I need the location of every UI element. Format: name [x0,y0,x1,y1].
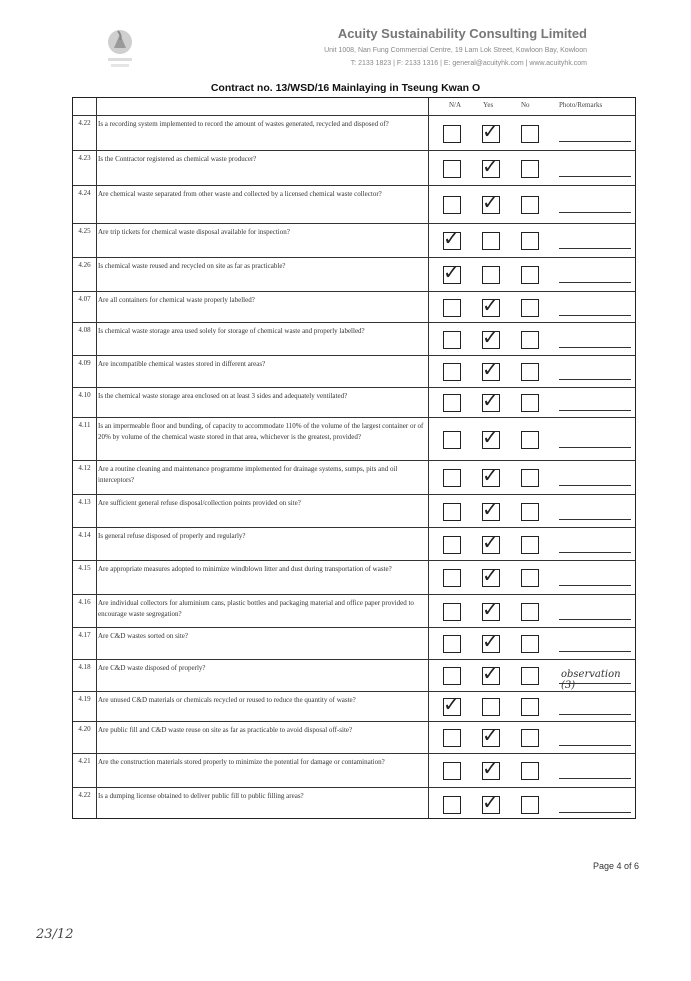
item-number: 4.21 [78,757,91,765]
item-question: Are C&D waste disposed of properly? [98,664,206,672]
checkbox-na[interactable] [443,299,461,317]
item-question: Are chemical waste separated from other waste and collected by a licensed chemical waste collector? [98,190,382,198]
checkbox-yes[interactable] [482,661,500,685]
remarks-line [559,141,631,142]
checkbox-na[interactable] [443,692,461,716]
item-question: Is a dumping license obtained to deliver public fill to public filling areas? [98,792,304,800]
checkbox-yes[interactable] [482,190,500,214]
contract-title: Contract no. 13/WSD/16 Mainlaying in Tseung Kwan O [210,82,481,94]
checkbox-no[interactable] [521,603,539,621]
check-mark-icon: ✓ [482,497,499,521]
check-mark-icon: ✓ [482,463,499,487]
check-mark-icon: ✓ [482,563,499,587]
check-mark-icon: ✓ [443,260,460,284]
checkbox-no[interactable] [521,232,539,250]
checkbox-yes[interactable] [482,425,500,449]
table-row [73,594,635,627]
item-number: 4.19 [78,695,91,703]
remarks-line [559,714,631,715]
check-mark-icon: ✓ [482,119,499,143]
checkbox-no[interactable] [521,667,539,685]
check-mark-icon: ✓ [482,154,499,178]
checkbox-na[interactable] [443,729,461,747]
table-row [73,627,635,659]
check-mark-icon: ✓ [482,357,499,381]
checkbox-yes[interactable] [482,463,500,487]
remarks-line [559,585,631,586]
item-number: 4.17 [78,631,91,639]
table-row [73,417,635,460]
item-question: Are incompatible chemical wastes stored in different areas? [98,360,266,368]
checkbox-yes[interactable] [482,325,500,349]
column-header-remarks: Photo/Remarks [559,101,603,109]
item-number: 4.10 [78,391,91,399]
table-row [73,494,635,527]
checkbox-yes[interactable] [482,698,500,716]
remarks-line [559,347,631,348]
check-mark-icon: ✓ [482,190,499,214]
item-question: Is the Contractor registered as chemical waste producer? [98,155,257,163]
item-number: 4.24 [78,189,91,197]
checkbox-yes[interactable] [482,563,500,587]
checkbox-na[interactable] [443,569,461,587]
checkbox-na[interactable] [443,363,461,381]
item-question: Are unused C&D materials or chemicals recycled or reused to reduce the quantity of waste? [98,696,356,704]
item-number: 4.11 [78,421,91,429]
checkbox-yes[interactable] [482,497,500,521]
table-row [73,527,635,560]
item-number: 4.22 [78,119,91,127]
check-mark-icon: ✓ [482,790,499,814]
company-address: Unit 1008, Nan Fung Commercial Centre, 19 Lam Lok Street, Kowloon Bay, Kowloon [324,47,587,54]
item-number: 4.13 [78,498,91,506]
item-number: 4.23 [78,154,91,162]
checkbox-no[interactable] [521,196,539,214]
checkbox-no[interactable] [521,331,539,349]
item-number: 4.15 [78,564,91,572]
remarks-line [559,176,631,177]
remarks-line [559,745,631,746]
check-mark-icon: ✓ [482,325,499,349]
table-row [73,223,635,257]
check-mark-icon: ✓ [482,530,499,554]
checkbox-no[interactable] [521,503,539,521]
remarks-line [559,315,631,316]
checkbox-no[interactable] [521,796,539,814]
item-question: Are all containers for chemical waste properly labelled? [98,296,255,304]
item-question: Are the construction materials stored properly to minimize the potential for damage or contamination? [98,758,385,766]
item-number: 4.20 [78,725,91,733]
checkbox-yes[interactable] [482,388,500,412]
checkbox-na[interactable] [443,762,461,780]
item-number: 4.16 [78,598,91,606]
item-number: 4.12 [78,464,91,472]
checkbox-yes[interactable] [482,119,500,143]
check-mark-icon: ✓ [482,756,499,780]
item-question: Is chemical waste reused and recycled on site as far as practicable? [98,262,286,270]
item-question: Are C&D wastes sorted on site? [98,632,189,640]
checkbox-na[interactable] [443,394,461,412]
checkbox-no[interactable] [521,698,539,716]
table-row [73,560,635,594]
remarks-line [559,379,631,380]
check-mark-icon: ✓ [443,692,460,716]
check-mark-icon: ✓ [482,597,499,621]
item-number: 4.26 [78,261,91,269]
checklist-table [72,97,636,819]
remarks-line [559,812,631,813]
column-header-no: No [521,101,530,109]
table-row [73,387,635,417]
item-number: 4.08 [78,326,91,334]
company-logo [100,26,140,72]
checkbox-no[interactable] [521,762,539,780]
checkbox-na[interactable] [443,196,461,214]
item-question: Are individual collectors for aluminium cans, plastic bottles and packaging material and office paper provided to encourage waste segregation? [98,599,414,618]
checkbox-no[interactable] [521,299,539,317]
checkbox-no[interactable] [521,394,539,412]
checkbox-na[interactable] [443,226,461,250]
company-contact: T: 2133 1823 | F: 2133 1316 | E: general@acuityhk.com | www.acuityhk.com [350,60,587,67]
checkbox-yes[interactable] [482,154,500,178]
column-header-yes: Yes [483,101,494,109]
table-row [73,460,635,494]
checkbox-yes[interactable] [482,232,500,250]
checkbox-no[interactable] [521,363,539,381]
item-question: Is chemical waste storage area used solely for storage of chemical waste and properly labelled? [98,327,365,335]
checkbox-na[interactable] [443,469,461,487]
table-row [73,185,635,223]
checkbox-no[interactable] [521,431,539,449]
item-number: 4.22 [78,791,91,799]
remarks-line [559,552,631,553]
table-row [73,787,635,820]
checkbox-no[interactable] [521,266,539,284]
checkbox-no[interactable] [521,469,539,487]
checkbox-na[interactable] [443,503,461,521]
item-question: Are public fill and C&D waste reuse on site as far as practicable to avoid disposal off-site? [98,726,353,734]
table-row [73,291,635,322]
table-row [73,115,635,150]
checkbox-na[interactable] [443,431,461,449]
table-row [73,355,635,387]
table-row [73,753,635,787]
checkbox-yes[interactable] [482,530,500,554]
remarks-line [559,651,631,652]
checkbox-yes[interactable] [482,597,500,621]
checkbox-na[interactable] [443,667,461,685]
item-question: Are trip tickets for chemical waste disposal available for inspection? [98,228,290,236]
table-row [73,659,635,691]
remark-text: observation (3) [561,669,621,691]
item-number: 4.18 [78,663,91,671]
item-number: 4.14 [78,531,91,539]
table-row [73,322,635,355]
remarks-line [559,282,631,283]
checkbox-na[interactable] [443,536,461,554]
remarks-line [559,248,631,249]
remarks-line [559,485,631,486]
item-number: 4.09 [78,359,91,367]
table-row [73,721,635,753]
item-question: Are sufficient general refuse disposal/collection points provided on site? [98,499,301,507]
checkbox-na[interactable] [443,331,461,349]
checkbox-na[interactable] [443,603,461,621]
checkbox-yes[interactable] [482,629,500,653]
checkbox-na[interactable] [443,125,461,143]
checkbox-yes[interactable] [482,293,500,317]
remarks-line [559,519,631,520]
table-row [73,691,635,721]
checkbox-no[interactable] [521,729,539,747]
remarks-line [559,778,631,779]
table-row [73,150,635,185]
checkbox-yes[interactable] [482,756,500,780]
item-question: Is general refuse disposed of properly and regularly? [98,532,246,540]
checkbox-na[interactable] [443,260,461,284]
handwritten-note: 23/12 [36,927,74,942]
checkbox-yes[interactable] [482,790,500,814]
item-number: 4.07 [78,295,91,303]
check-mark-icon: ✓ [482,388,499,412]
checkbox-na[interactable] [443,796,461,814]
remarks-line [559,410,631,411]
remarks-line [559,619,631,620]
check-mark-icon: ✓ [482,425,499,449]
checkbox-no[interactable] [521,536,539,554]
checkbox-no[interactable] [521,125,539,143]
check-mark-icon: ✓ [482,629,499,653]
item-question: Are a routine cleaning and maintenance programme implemented for drainage systems, sumps, pits and oil interceptors? [98,465,398,484]
check-mark-icon: ✓ [443,226,460,250]
item-question: Is the chemical waste storage area enclosed on at least 3 sides and adequately ventilated? [98,392,348,400]
checkbox-no[interactable] [521,635,539,653]
checkbox-na[interactable] [443,635,461,653]
item-number: 4.25 [78,227,91,235]
check-mark-icon: ✓ [482,661,499,685]
checkbox-no[interactable] [521,160,539,178]
item-question: Are appropriate measures adopted to minimize windblown litter and dust during transportation of waste? [98,565,392,573]
checkbox-no[interactable] [521,569,539,587]
checkbox-yes[interactable] [482,266,500,284]
checkbox-yes[interactable] [482,357,500,381]
remarks-line [559,447,631,448]
column-header-na: N/A [449,101,462,109]
table-row [73,257,635,291]
item-question: Is a recording system implemented to record the amount of wastes generated, recycled and disposed of? [98,120,389,128]
item-question: Is an impermeable floor and bunding, of capacity to accommodate 110% of the volume of the largest container or of 20% by volume of the chemical waste stored in that area, whichever is the greatest, provided? [98,422,424,441]
remarks-line [559,212,631,213]
company-name: Acuity Sustainability Consulting Limited [337,26,587,41]
check-mark-icon: ✓ [482,293,499,317]
checkbox-yes[interactable] [482,723,500,747]
check-mark-icon: ✓ [482,723,499,747]
checkbox-na[interactable] [443,160,461,178]
page-number: Page 4 of 6 [592,861,639,871]
